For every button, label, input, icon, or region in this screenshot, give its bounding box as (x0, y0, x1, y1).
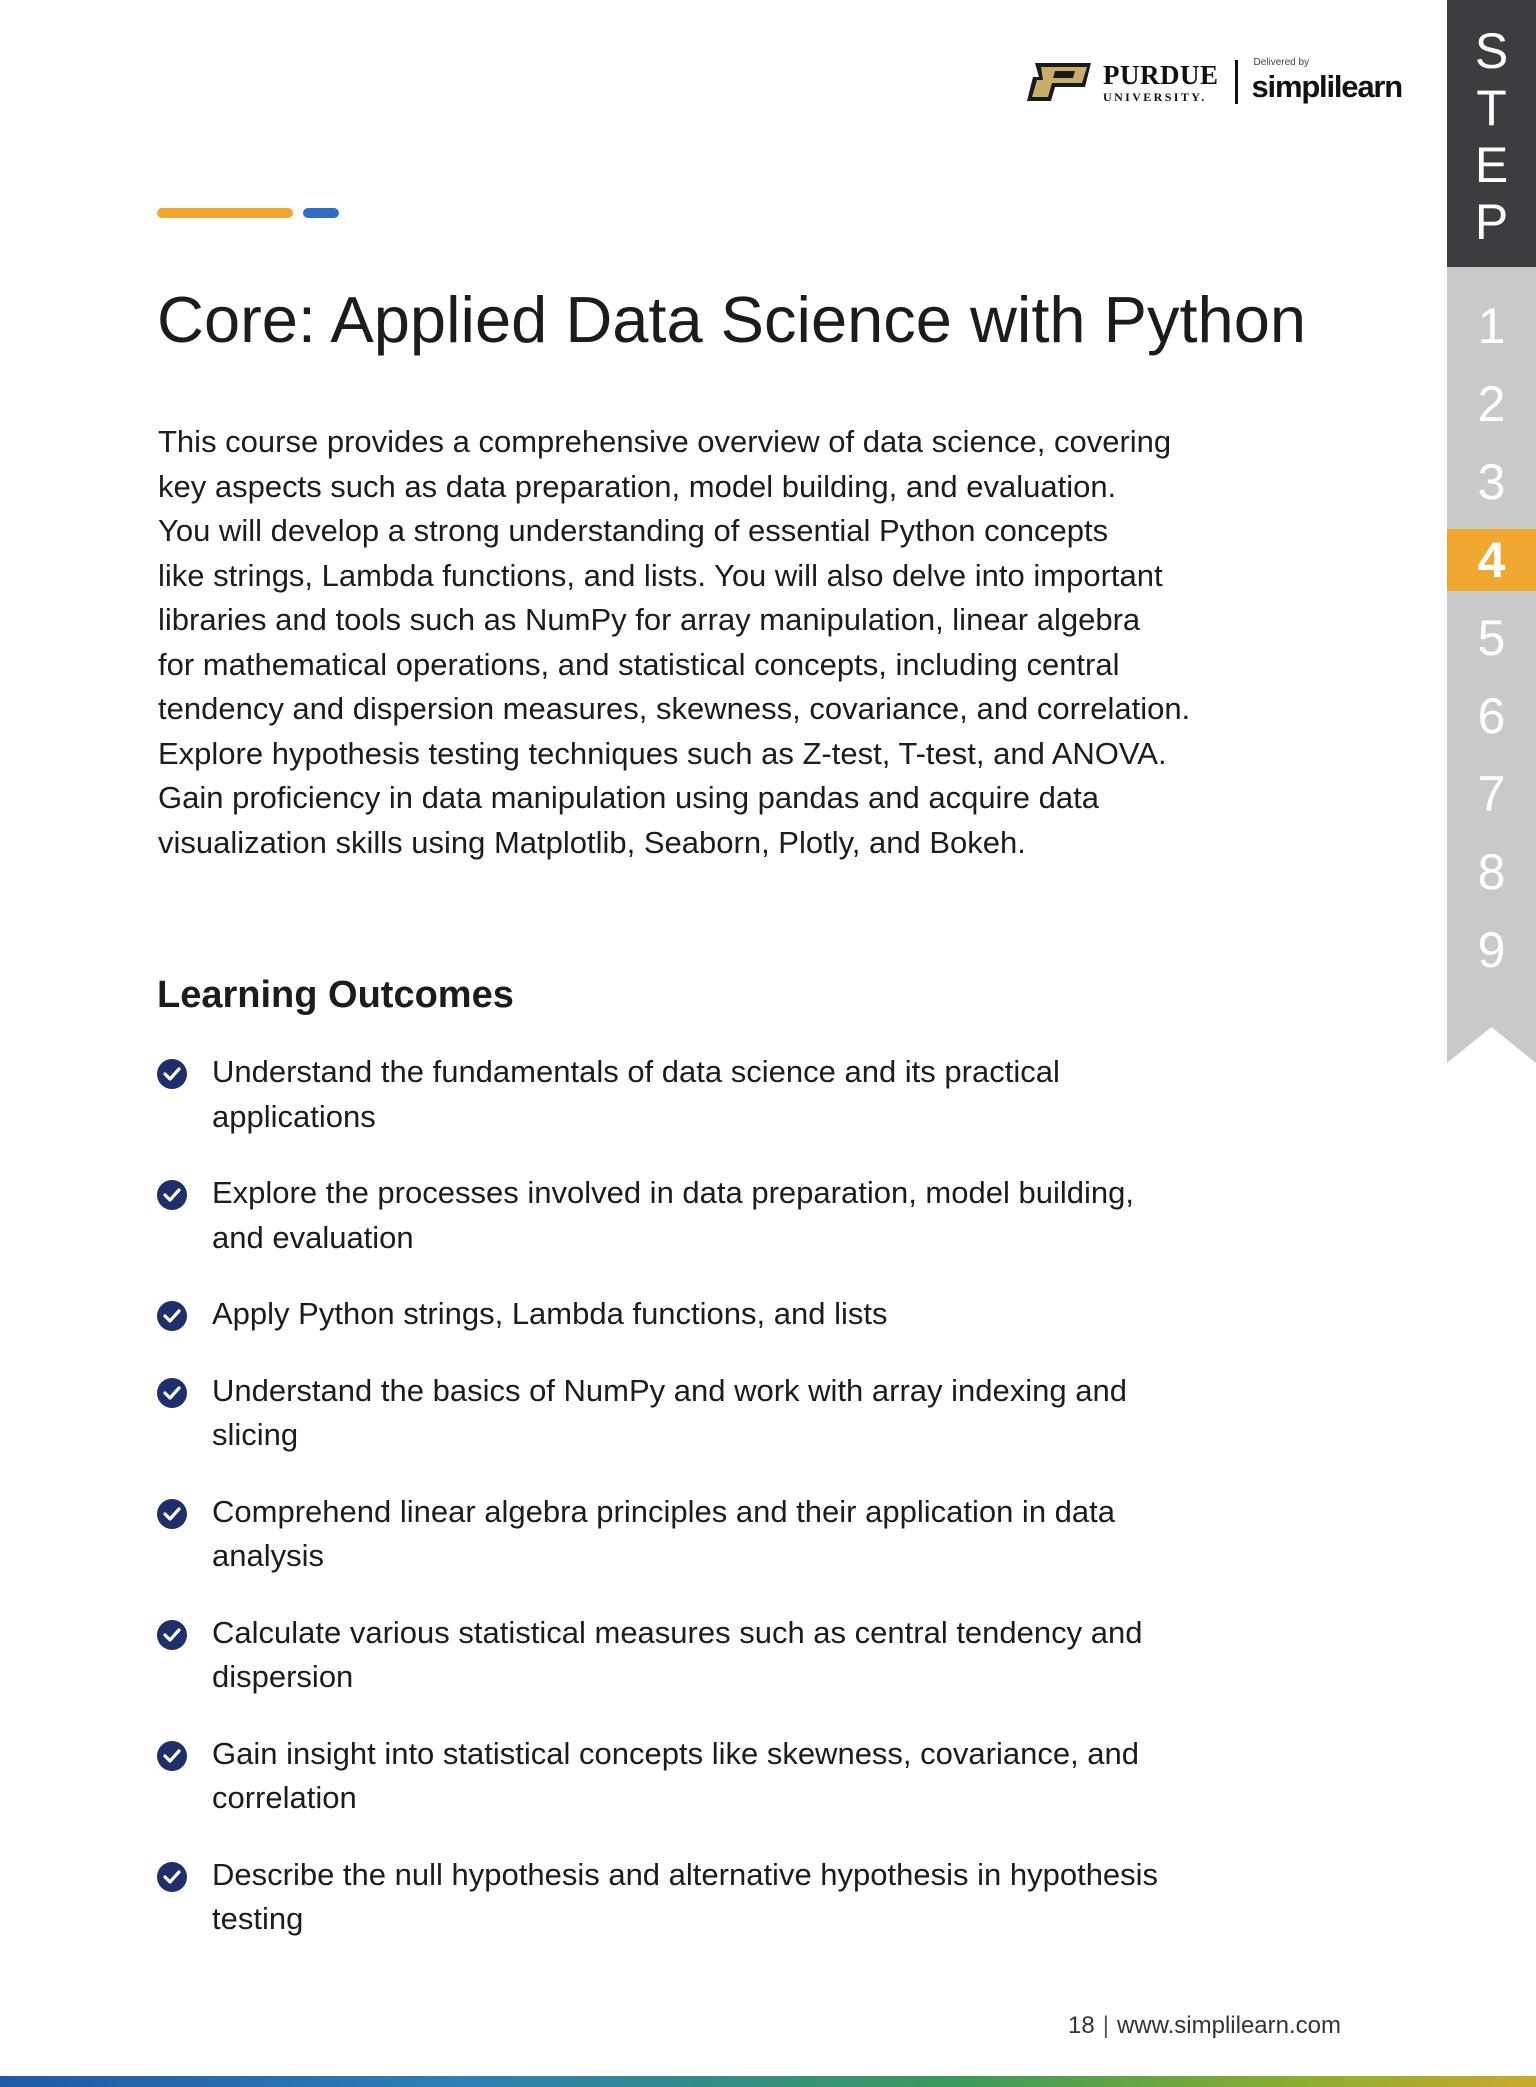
outcome-text: Understand the fundamentals of data science and its practical (212, 1054, 1060, 1089)
list-item (157, 1369, 1357, 1458)
purdue-logo (1025, 61, 1219, 103)
list-item (157, 1050, 1357, 1139)
outcome-text: Comprehend linear algebra principles and their application in data (212, 1493, 1116, 1529)
list-item (157, 1611, 1357, 1700)
learning-outcomes-list (157, 1050, 1357, 1974)
accent-bar-orange (157, 208, 293, 218)
course-description (158, 420, 1408, 865)
check-circle-icon (157, 1378, 187, 1408)
check-circle-icon (157, 1741, 187, 1771)
description-line: key aspects such as data preparation, model building, and evaluation. (158, 468, 1117, 504)
description-line: This course provides a comprehensive overview of data science, covering (158, 424, 1172, 459)
step-number-4[interactable]: 4 (1477, 532, 1506, 588)
logo-divider (1235, 60, 1238, 104)
purdue-subtitle: UNIVERSITY. (1103, 89, 1207, 104)
bottom-gradient-bar (0, 2076, 1536, 2087)
step-letter: T (1476, 80, 1507, 136)
simplilearn-logo (1252, 59, 1402, 105)
step-letter: P (1474, 194, 1509, 250)
outcome-text: Explore the processes involved in data preparation, model building, (212, 1175, 1134, 1210)
page-title: Core: Applied Data Science with Python (157, 283, 1306, 356)
outcome-text: analysis (212, 1538, 324, 1573)
step-number-9[interactable]: 9 (1477, 922, 1506, 978)
list-item (157, 1171, 1357, 1260)
description-line: Gain proficiency in data manipulation using pandas and acquire data (158, 780, 1099, 815)
simplilearn-name: simplilearn (1251, 69, 1402, 104)
footer-separator: | (1102, 2012, 1109, 2039)
step-number-2[interactable]: 2 (1477, 376, 1506, 432)
outcome-text: slicing (212, 1417, 299, 1452)
description-line: for mathematical operations, and statistical concepts, including central (158, 646, 1120, 682)
step-number-6[interactable]: 6 (1477, 688, 1506, 744)
step-number-7[interactable]: 7 (1477, 766, 1506, 822)
outcome-text: and evaluation (212, 1219, 414, 1255)
outcome-text: testing (212, 1901, 304, 1936)
page-footer (1068, 2012, 1341, 2040)
description-line: Explore hypothesis testing techniques such as Z-test, T-test, and ANOVA. (158, 735, 1167, 771)
delivered-by-label: Delivered by (1253, 57, 1310, 68)
outcome-text: applications (212, 1098, 376, 1134)
list-item (157, 1732, 1357, 1821)
outcome-text: dispersion (212, 1659, 354, 1694)
step-letter: S (1474, 23, 1509, 79)
check-circle-icon (157, 1499, 187, 1529)
description-line: visualization skills using Matplotlib, Seaborn, Plotly, and Bokeh. (158, 824, 1026, 860)
step-number-1[interactable]: 1 (1477, 298, 1506, 354)
check-circle-icon (157, 1301, 187, 1331)
description-line: like strings, Lambda functions, and lists. You will also delve into important (158, 557, 1163, 593)
step-number-8[interactable]: 8 (1477, 844, 1506, 900)
outcome-text: Understand the basics of NumPy and work with array indexing and (212, 1372, 1127, 1408)
page-number: 18 (1068, 2012, 1095, 2039)
header-logos (1025, 56, 1402, 108)
list-item (157, 1853, 1357, 1942)
accent-bar-blue (303, 208, 339, 218)
learning-outcomes-heading: Learning Outcomes (157, 974, 514, 1016)
list-item (157, 1292, 1357, 1337)
outcome-text: Calculate various statistical measures such as central tendency and (212, 1614, 1143, 1650)
outcome-text: correlation (212, 1780, 357, 1815)
description-line: You will develop a strong understanding of essential Python concepts (158, 513, 1109, 548)
description-line: tendency and dispersion measures, skewness, covariance, and correlation. (158, 691, 1191, 726)
step-letter: E (1474, 137, 1509, 193)
step-number-5[interactable]: 5 (1477, 610, 1506, 666)
check-circle-icon (157, 1620, 187, 1650)
check-circle-icon (157, 1862, 187, 1892)
step-number-3[interactable]: 3 (1477, 454, 1506, 510)
purdue-name: PURDUE (1103, 59, 1219, 90)
step-header-box (1447, 0, 1536, 267)
outcome-text: Apply Python strings, Lambda functions, and lists (212, 1296, 888, 1331)
outcome-text: Gain insight into statistical concepts like skewness, covariance, and (212, 1735, 1140, 1771)
purdue-p-icon (1025, 61, 1095, 103)
check-circle-icon (157, 1180, 187, 1210)
footer-url[interactable]: www.simplilearn.com (1116, 2012, 1341, 2039)
check-circle-icon (157, 1059, 187, 1089)
outcome-text: Describe the null hypothesis and alternative hypothesis in hypothesis (212, 1856, 1159, 1892)
description-line: libraries and tools such as NumPy for array manipulation, linear algebra (158, 602, 1141, 637)
list-item (157, 1490, 1357, 1579)
step-number-list (1447, 267, 1536, 1027)
